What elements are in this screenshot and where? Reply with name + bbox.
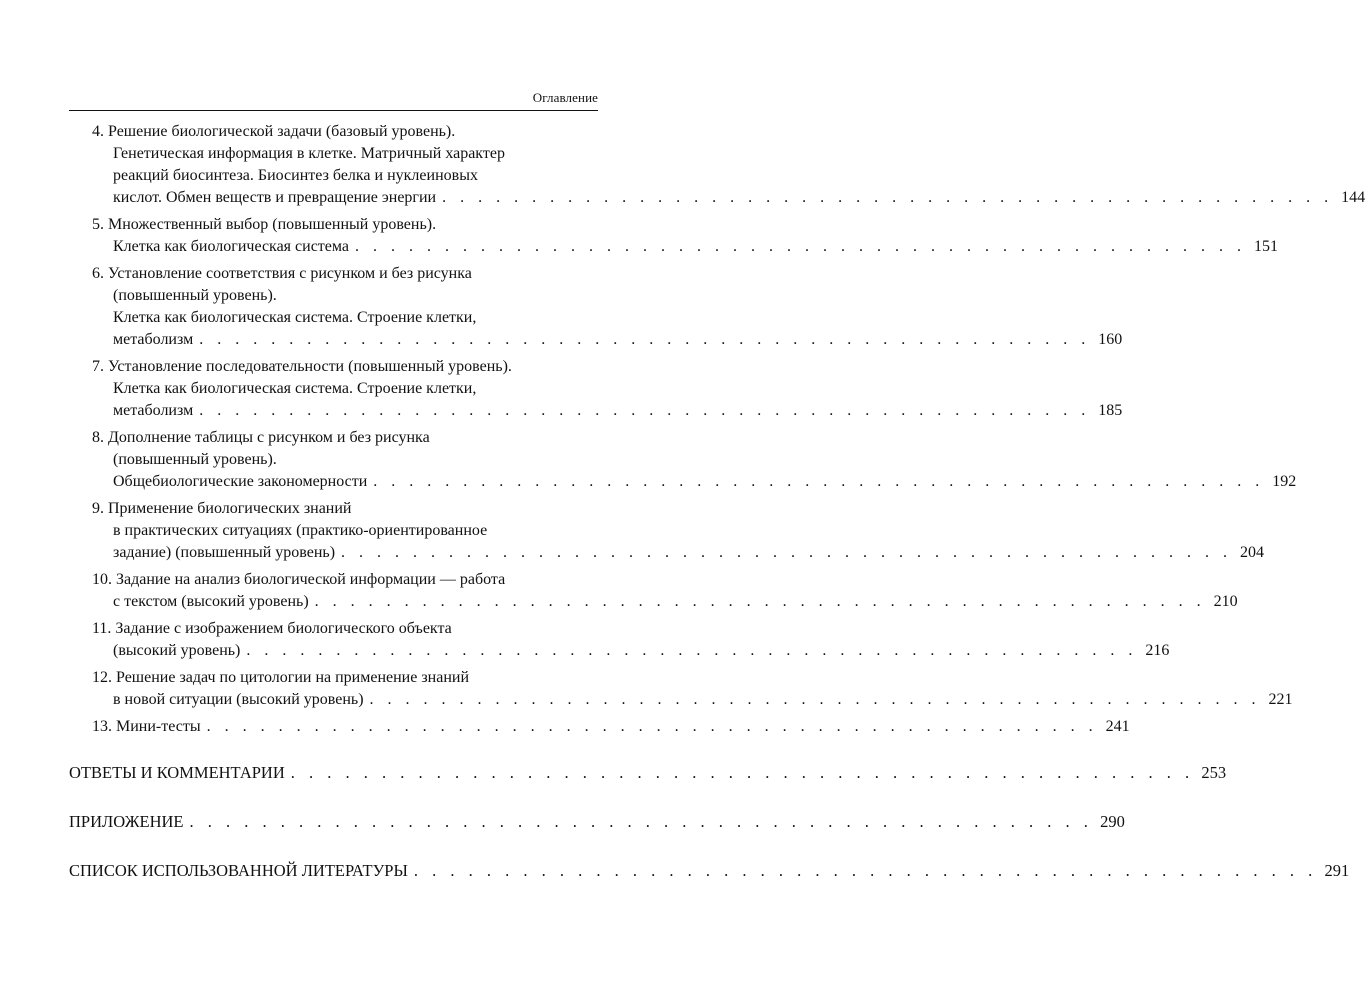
toc-entry[interactable] — [92, 716, 1130, 738]
page-number: 290 — [1100, 812, 1125, 831]
toc-entry-text: 13. Мини-тесты — [92, 718, 201, 735]
page-number: 185 — [1098, 402, 1123, 419]
dot-leader: . . . . . . . . . . . . . . . . . . . . . . . . . . . . . . . . . . . . . . . . . . . . . . . . . . — [199, 331, 1091, 348]
page-number: 210 — [1213, 593, 1238, 610]
page-number: 221 — [1268, 691, 1293, 708]
toc-entry-text: 4. Решение биологической задачи (базовый уровень). — [92, 123, 456, 140]
toc-entry-line — [92, 121, 598, 143]
toc-entry-line — [92, 618, 598, 640]
toc-entry-line — [92, 214, 598, 236]
toc-entry-text: 6. Установление соответствия с рисунком и без рисунка — [92, 265, 472, 282]
page-number: 241 — [1105, 718, 1130, 735]
toc-entry-text: 8. Дополнение таблицы с рисунком и без рисунка — [92, 429, 430, 446]
toc-entry-text: в практических ситуациях (практико-ориентированное — [113, 522, 488, 539]
dot-leader: . . . . . . . . . . . . . . . . . . . . . . . . . . . . . . . . . . . . . . . . . . . . . . . . . . — [314, 593, 1206, 610]
toc-list — [69, 121, 1365, 882]
toc-entry[interactable] — [92, 569, 1238, 613]
toc-entry-line — [92, 520, 598, 542]
toc-entry-line — [69, 811, 1125, 833]
toc-main-entry[interactable] — [69, 762, 1227, 784]
toc-entry-text: задание) (повышенный уровень) — [113, 544, 336, 561]
toc-entry-line — [92, 329, 1123, 351]
toc-entry-line — [92, 165, 598, 187]
toc-entry[interactable] — [92, 427, 1297, 493]
toc-entry-line — [92, 569, 598, 591]
page-number: 204 — [1240, 544, 1265, 561]
toc-entry[interactable] — [92, 667, 1293, 711]
toc-main-title: СПИСОК ИСПОЛЬЗОВАННОЙ ЛИТЕРАТУРЫ — [69, 861, 408, 880]
dot-leader: . . . . . . . . . . . . . . . . . . . . . . . . . . . . . . . . . . . . . . . . . . . . . . . . . . — [206, 718, 1098, 735]
toc-entry-text: (повышенный уровень). — [113, 287, 277, 304]
toc-entry-text: Клетка как биологическая система. Строение клетки, — [113, 380, 477, 397]
toc-main-entry[interactable] — [69, 811, 1125, 833]
toc-entry-line — [92, 187, 1365, 209]
page-number: 192 — [1272, 473, 1297, 490]
toc-entry-text: 11. Задание с изображением биологического объекта — [92, 620, 452, 637]
toc-entry-text: Общебиологические закономерности — [113, 473, 368, 490]
toc-entry-line — [92, 263, 598, 285]
toc-entry-line — [92, 471, 1297, 493]
dot-leader: . . . . . . . . . . . . . . . . . . . . . . . . . . . . . . . . . . . . . . . . . . . . . . . . . . — [355, 238, 1247, 255]
toc-entry-text: 12. Решение задач по цитологии на применение знаний — [92, 669, 470, 686]
page-number: 253 — [1201, 763, 1227, 782]
toc-entry-line — [92, 143, 598, 165]
header-rule — [69, 110, 598, 111]
toc-entry-text: Клетка как биологическая система — [113, 238, 350, 255]
dot-leader: . . . . . . . . . . . . . . . . . . . . . . . . . . . . . . . . . . . . . . . . . . . . . . . . . . — [199, 402, 1091, 419]
toc-entry-text: с текстом (высокий уровень) — [113, 593, 309, 610]
dot-leader: . . . . . . . . . . . . . . . . . . . . . . . . . . . . . . . . . . . . . . . . . . . . . . . . . . — [189, 812, 1093, 831]
dot-leader: . . . . . . . . . . . . . . . . . . . . . . . . . . . . . . . . . . . . . . . . . . . . . . . . . . — [442, 189, 1334, 206]
page-number: 160 — [1098, 331, 1123, 348]
toc-entry[interactable] — [92, 263, 1123, 351]
toc-entry-line — [92, 716, 1130, 738]
running-head: Оглавление — [532, 90, 598, 105]
toc-entry-text: Клетка как биологическая система. Строение клетки, — [113, 309, 477, 326]
toc-entry-text: 10. Задание на анализ биологической информации — работа — [92, 571, 506, 588]
toc-entry-text: Генетическая информация в клетке. Матричный характер — [113, 145, 505, 162]
dot-leader: . . . . . . . . . . . . . . . . . . . . . . . . . . . . . . . . . . . . . . . . . . . . . . . . . . — [246, 642, 1138, 659]
toc-entry-line — [92, 307, 598, 329]
toc-entry-text: метаболизм — [113, 331, 194, 348]
toc-main-title: ОТВЕТЫ И КОММЕНТАРИИ — [69, 763, 285, 782]
toc-entry-text: (высокий уровень) — [113, 642, 241, 659]
toc-entry-text: 9. Применение биологических знаний — [92, 500, 352, 517]
page-number: 216 — [1145, 642, 1170, 659]
toc-entry-line — [69, 762, 1227, 784]
dot-leader: . . . . . . . . . . . . . . . . . . . . . . . . . . . . . . . . . . . . . . . . . . . . . . . . . . — [369, 691, 1261, 708]
dot-leader: . . . . . . . . . . . . . . . . . . . . . . . . . . . . . . . . . . . . . . . . . . . . . . . . . . — [373, 473, 1265, 490]
toc-entry-line — [92, 667, 598, 689]
toc-entry[interactable] — [92, 356, 1123, 422]
toc-entry-line — [92, 427, 598, 449]
dot-leader: . . . . . . . . . . . . . . . . . . . . . . . . . . . . . . . . . . . . . . . . . . . . . . . . . . — [413, 861, 1318, 880]
toc-entry-line — [92, 378, 598, 400]
toc-entry-line — [92, 400, 1123, 422]
toc-entry-text: 7. Установление последовательности (повышенный уровень). — [92, 358, 512, 375]
dot-leader: . . . . . . . . . . . . . . . . . . . . . . . . . . . . . . . . . . . . . . . . . . . . . . . . . . — [341, 544, 1233, 561]
page-number: 151 — [1254, 238, 1279, 255]
toc-entry-text: кислот. Обмен веществ и превращение энергии — [113, 189, 437, 206]
toc-entry[interactable] — [92, 618, 1170, 662]
toc-entry-line — [92, 449, 598, 471]
toc-entry-line — [92, 640, 1170, 662]
toc-entry-line — [69, 860, 1350, 882]
toc-entry-line — [92, 498, 598, 520]
toc-entry-text: метаболизм — [113, 402, 194, 419]
toc-main-entry[interactable] — [69, 860, 1350, 882]
toc-main-title: ПРИЛОЖЕНИЕ — [69, 812, 184, 831]
toc-entry-line — [92, 285, 598, 307]
toc-entry-line — [92, 591, 1238, 613]
toc-entry-line — [92, 236, 1279, 258]
toc-entry[interactable] — [92, 121, 1365, 209]
toc-entry[interactable] — [92, 498, 1265, 564]
dot-leader: . . . . . . . . . . . . . . . . . . . . . . . . . . . . . . . . . . . . . . . . . . . . . . . . . . — [290, 763, 1195, 782]
toc-entry-line — [92, 542, 1265, 564]
toc-entry-text: в новой ситуации (высокий уровень) — [113, 691, 364, 708]
toc-entry[interactable] — [92, 214, 1279, 258]
toc-entry-text: реакций биосинтеза. Биосинтез белка и нуклеиновых — [113, 167, 478, 184]
toc-entry-line — [92, 356, 598, 378]
page-number: 144 — [1341, 189, 1365, 206]
page-number: 291 — [1324, 861, 1350, 880]
toc-entry-text: (повышенный уровень). — [113, 451, 277, 468]
toc-entry-line — [92, 689, 1293, 711]
toc-entry-text: 5. Множественный выбор (повышенный уровень). — [92, 216, 437, 233]
